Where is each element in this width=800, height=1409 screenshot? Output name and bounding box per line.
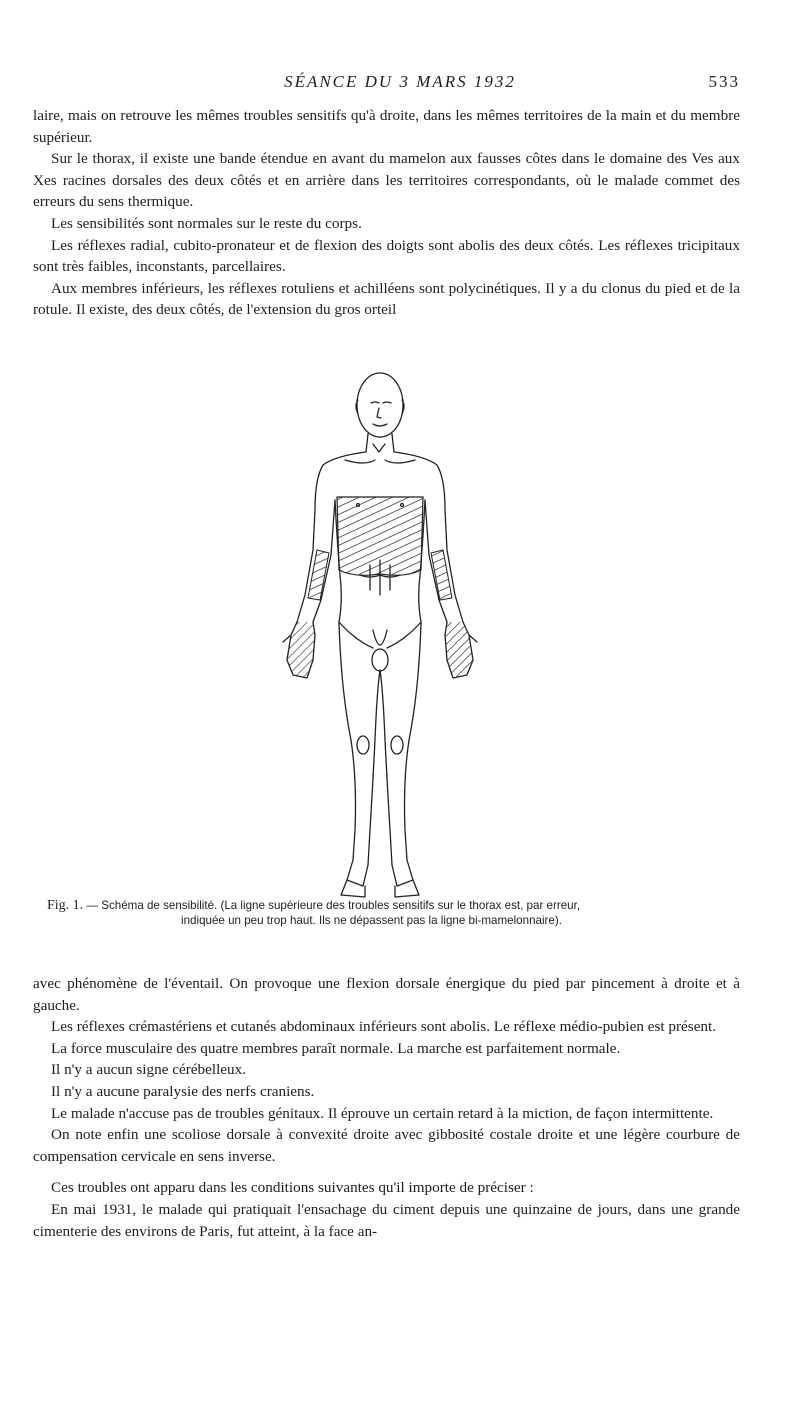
running-title: SÉANCE DU 3 MARS 1932 — [284, 72, 516, 91]
caption-line-2: indiquée un peu trop haut. Ils ne dépassent pas la ligne bi-mamelonnaire). — [181, 914, 562, 927]
caption-line-1: — Schéma de sensibilité. (La ligne supérieure des troubles sensitifs sur le thorax est, par erreur, — [86, 899, 581, 912]
paragraph: Il n'y a aucune paralysie des nerfs craniens. — [51, 1082, 315, 1100]
paragraph: La force musculaire des quatre membres paraît normale. La marche est parfaitement normale. — [51, 1039, 621, 1057]
body-outline-drawing — [255, 360, 515, 905]
sensibility-diagram — [255, 360, 515, 905]
text-block-top — [33, 105, 740, 321]
running-head — [0, 72, 800, 98]
paragraph: avec phénomène de l'éventail. On provoque une flexion dorsale énergique du pied par pincement à droite et à gauche. — [33, 975, 740, 1014]
paragraph: Les réflexes crémastériens et cutanés abdominaux inférieurs sont abolis. Le réflexe médio-pubien est présent. — [51, 1018, 717, 1036]
paragraph: En mai 1931, le malade qui pratiquait l'ensachage du ciment depuis une quinzaine de jours, dans une grande cimenterie des environs de Paris, fut atteint, à la face an- — [33, 1200, 740, 1240]
paragraph: On note enfin une scoliose dorsale à convexité droite avec gibbosité costale droite et une légère courbure de compensation cervicale en sens inverse. — [33, 1126, 740, 1165]
figure-label: Fig. 1. — [47, 898, 84, 913]
paragraph: Il n'y a aucun signe cérébelleux. — [51, 1061, 247, 1079]
paragraph: Le malade n'accuse pas de troubles génitaux. Il éprouve un certain retard à la miction, de façon intermittente. — [51, 1104, 714, 1122]
head-outline — [357, 373, 403, 437]
paragraph: Les réflexes radial, cubito-pronateur et de flexion des doigts sont abolis des deux côtés. Les réflexes tricipitaux sont très faibles, inconstants, parcellaires. — [33, 236, 740, 276]
text-block-bottom — [33, 973, 740, 1242]
paragraph: Sur le thorax, il existe une bande étendue en avant du mamelon aux fausses côtes dans le domaine des Ves aux Xes racines dorsales des deux côtés et en arrière dans les territoires correspondants, où le malade commet des erreurs du sens thermique. — [33, 150, 740, 211]
paragraph: Ces troubles ont apparu dans les conditions suivantes qu'il importe de préciser : — [51, 1179, 534, 1197]
paragraph: laire, mais on retrouve les mêmes troubles sensitifs qu'à droite, dans les mêmes territoires de la main et du membre supérieur. — [33, 107, 740, 146]
figure-caption — [33, 898, 740, 928]
page-number: 533 — [708, 72, 740, 91]
paragraph: Les sensibilités sont normales sur le reste du corps. — [51, 214, 362, 232]
paragraph: Aux membres inférieurs, les réflexes rotuliens et achilléens sont polycinétiques. Il y a du clonus du pied et de la rotule. Il existe, des deux côtés, de l'extension du gros orteil — [33, 279, 740, 319]
thorax-sensory-band — [337, 497, 423, 575]
